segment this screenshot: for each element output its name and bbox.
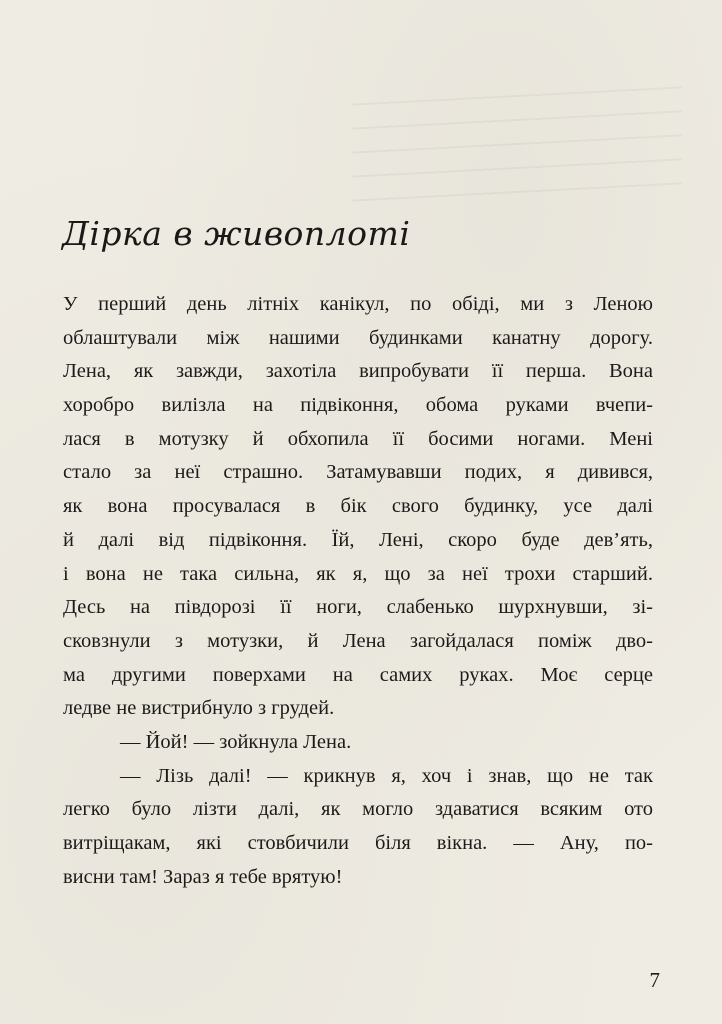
text-line: стало за неї страшно. Затамувавши подих, я дивився, <box>63 461 653 484</box>
dialogue-line: — Йой! — зойкнула Лена. <box>120 730 352 753</box>
text-line: ма другими поверхами на самих руках. Моє серце <box>63 663 653 686</box>
chapter-title: Дірка в живоплоті <box>62 214 411 253</box>
text-line: облаштували між нашими будинками канатну дорогу. <box>63 326 653 349</box>
text-line: і вона не така сильна, як я, що за неї трохи старший. <box>63 562 653 585</box>
text-line: сковзнули з мотузки, й Лена загойдалася поміж дво- <box>63 629 653 652</box>
text-line: лася в мотузку й обхопила її босими ногами. Мені <box>63 427 653 450</box>
text-line: Десь на півдорозі її ноги, слабенько шурхнувши, зі- <box>63 596 653 619</box>
body-text <box>63 288 653 894</box>
page-number: 7 <box>649 968 660 992</box>
text-line: У перший день літніх канікул, по обіді, ми з Леною <box>63 293 653 315</box>
text-line: хоробро вилізла на підвіконня, обома руками вчепи- <box>63 394 653 417</box>
text-line: легко було лізти далі, як могло здаватися всяким ото <box>63 798 653 821</box>
text-line: як вона просувалася в бік свого будинку, усе далі <box>63 495 653 518</box>
dialogue-line: — Лізь далі! — крикнув я, хоч і знав, що не так <box>120 764 653 787</box>
text-line: висни там! Зараз я тебе врятую! <box>63 865 343 888</box>
text-line: Лена, як завжди, захотіла випробувати її перша. Вона <box>63 360 653 383</box>
text-line: ледве не вистрибнуло з грудей. <box>63 697 335 720</box>
show-through-text <box>352 86 682 223</box>
text-line: витріщакам, які стовбичили біля вікна. — Ану, по- <box>63 832 653 854</box>
text-line: й далі від підвіконня. Їй, Лені, скоро буде дев’ять, <box>63 528 653 551</box>
